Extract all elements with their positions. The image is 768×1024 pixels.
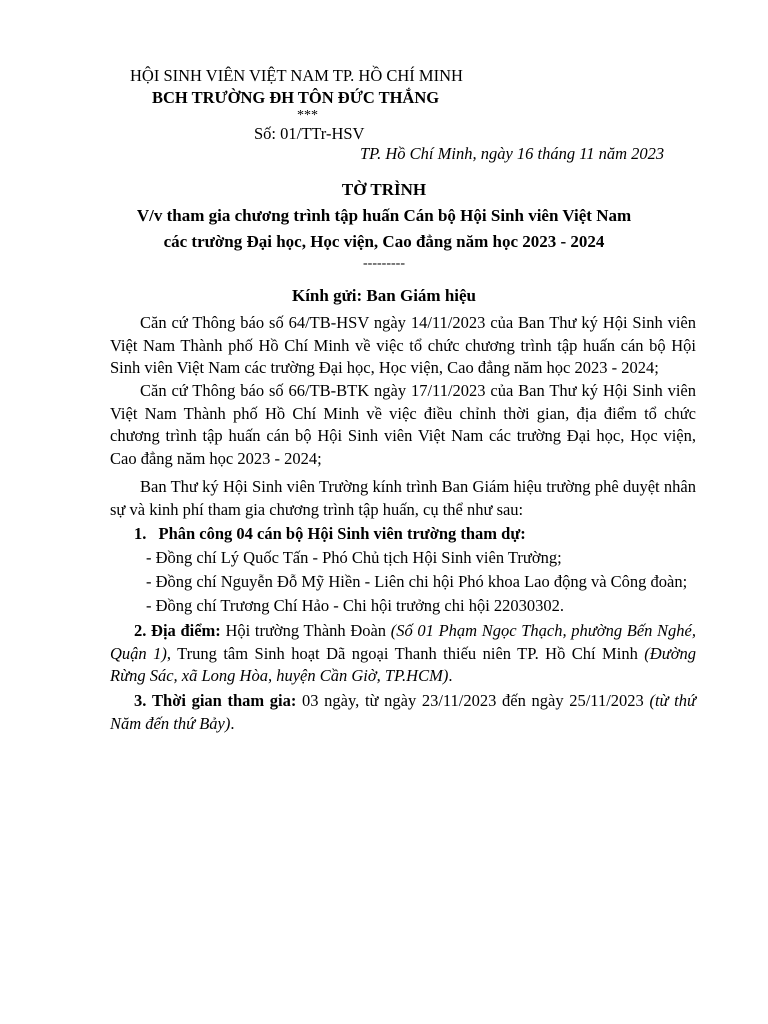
section-1-heading xyxy=(134,524,526,544)
section-2-venue-2: , Trung tâm Sinh hoạt Dã ngoại Thanh thiếu niên TP. Hồ Chí Minh xyxy=(166,643,638,663)
member-3: - Đồng chí Trương Chí Hảo - Chi hội trưởng chi hội 22030302. xyxy=(146,596,565,615)
paragraph-2: Căn cứ Thông báo số 66/TB-BTK ngày 17/11/2023 của Ban Thư ký Hội Sinh viên Việt Nam Thành phố Hồ Chí Minh về việc điều chỉnh thời gian, địa điểm tổ chức chương trình tập huấn cán bộ Hội Sinh viên Việt Nam các trường Đại học, Học viện, Cao đẳng năm học 2023 - 2024; xyxy=(110,381,696,468)
section-2-address-2: (Đường Rừng Sác, xã Long Hòa, huyện Cần Giờ, TP.HCM) xyxy=(110,643,696,685)
paragraph-3: Ban Thư ký Hội Sinh viên Trường kính trình Ban Giám hiệu trường phê duyệt nhân sự và kinh phí tham gia chương trình tập huấn, cụ thể như sau: xyxy=(110,477,696,519)
header-stars: *** xyxy=(297,108,318,123)
section-2 xyxy=(110,620,696,688)
section-3-end: . xyxy=(230,713,235,733)
section-3-number: 3. xyxy=(134,691,147,710)
document-number: Số: 01/TTr-HSV xyxy=(254,124,365,143)
org-name-line1: HỘI SINH VIÊN VIỆT NAM TP. HỒ CHÍ MINH xyxy=(130,66,463,85)
section-1-title: Phân công 04 cán bộ Hội Sinh viên trường tham dự: xyxy=(158,524,526,543)
member-2: - Đồng chí Nguyễn Đỗ Mỹ Hiền - Liên chi hội Phó khoa Lao động và Công đoàn; xyxy=(146,572,688,591)
subject-line1: V/v tham gia chương trình tập huấn Cán bộ Hội Sinh viên Việt Nam xyxy=(136,206,632,225)
section-2-title: Địa điểm: xyxy=(151,621,221,640)
section-3-days: (từ thứ Năm đến thứ Bảy) xyxy=(110,691,697,733)
section-3-text: 03 ngày, từ ngày 23/11/2023 đến ngày 25/11/2023 xyxy=(302,691,644,710)
org-name-line2: BCH TRƯỜNG ĐH TÔN ĐỨC THẮNG xyxy=(152,88,440,107)
divider: --------- xyxy=(363,256,405,271)
paragraph-1: Căn cứ Thông báo số 64/TB-HSV ngày 14/11/2023 của Ban Thư ký Hội Sinh viên Việt Nam Thành phố Hồ Chí Minh về việc tổ chức chương trình tập huấn cán bộ Hội Sinh viên Việt Nam các trường Đại học, Học viện, Cao đẳng năm học 2023 - 2024; xyxy=(110,313,696,377)
recipient: Kính gửi: Ban Giám hiệu xyxy=(291,286,477,305)
section-1-number: 1. xyxy=(134,524,147,543)
section-2-venue-1: Hội trường Thành Đoàn xyxy=(225,621,387,640)
paragraph-1-block xyxy=(110,312,696,380)
paragraph-2-block xyxy=(110,380,696,470)
paragraph-3-block xyxy=(110,476,696,521)
member-1: - Đồng chí Lý Quốc Tấn - Phó Chủ tịch Hội Sinh viên Trường; xyxy=(146,548,562,567)
section-2-end: . xyxy=(448,666,453,685)
subject-line2: các trường Đại học, Học viện, Cao đẳng năm học 2023 - 2024 xyxy=(163,232,605,251)
section-2-address-1: (Số 01 Phạm Ngọc Thạch, phường Bến Nghé, Quận 1) xyxy=(110,621,697,663)
document-title: TỜ TRÌNH xyxy=(341,180,427,199)
section-3-title: Thời gian tham gia: xyxy=(152,691,297,710)
section-2-number: 2. xyxy=(134,621,147,640)
place-date: TP. Hồ Chí Minh, ngày 16 tháng 11 năm 2023 xyxy=(360,144,665,163)
section-3 xyxy=(110,690,696,735)
